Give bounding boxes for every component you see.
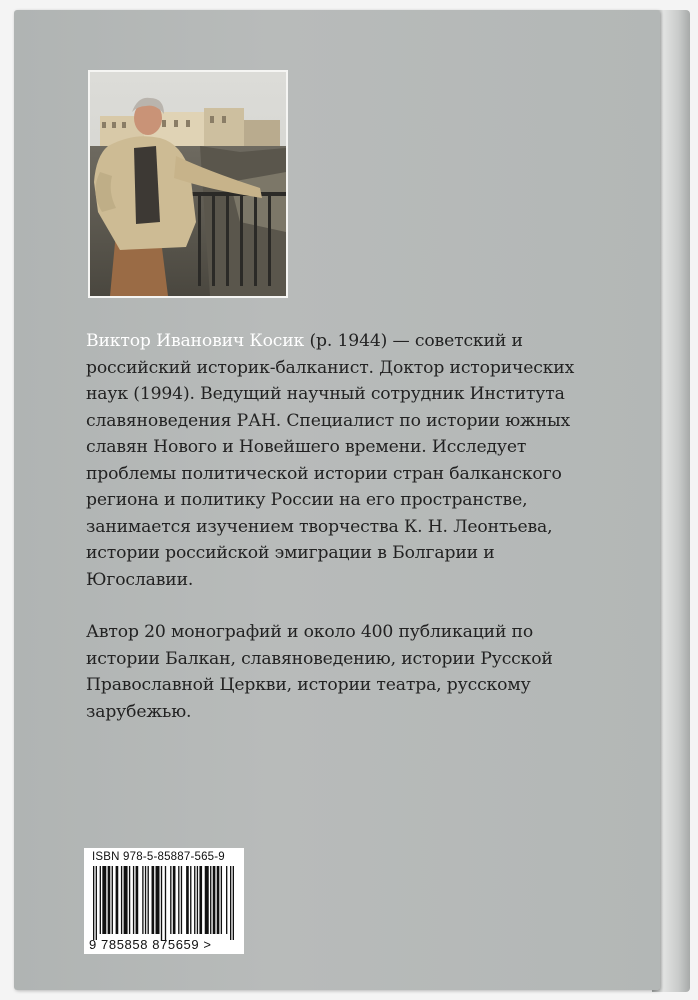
barcode-bar — [181, 866, 182, 934]
works-paragraph — [86, 619, 626, 725]
barcode-bar — [210, 866, 211, 934]
works-line: зарубежью. — [86, 701, 192, 722]
barcode-bar — [186, 866, 189, 934]
bio-line: истории российской эмиграции в Болгарии и — [86, 543, 495, 563]
barcode-bar — [233, 866, 234, 940]
bio-line: российский историк-балканист. Доктор исторических — [86, 357, 575, 378]
barcode-bars — [92, 866, 235, 940]
barcode-bar — [136, 866, 139, 934]
barcode-bar — [108, 866, 111, 934]
barcode-bar — [121, 866, 122, 934]
barcode-bar — [213, 866, 216, 934]
bio-line: занимается изучением творчества К. Н. Леонтьева, — [86, 516, 553, 537]
works-line: Автор 20 монографий и около 400 публикаций по — [86, 622, 534, 642]
author-biography — [86, 328, 626, 725]
barcode-bar — [112, 866, 113, 934]
author-photo — [90, 72, 286, 296]
barcode-bar — [226, 866, 227, 934]
barcode-bar — [124, 866, 128, 934]
barcode-digits: 9 785858 875659 > — [89, 937, 212, 952]
isbn-text: ISBN 978-5-85887-565-9 — [92, 851, 225, 863]
barcode-bar — [96, 866, 97, 940]
bio-line: региона и политику России на его пространстве, — [86, 490, 528, 510]
bio-line: (р. 1944) — советский и — [304, 331, 523, 351]
barcode-bar — [129, 866, 130, 934]
barcode-bar — [142, 866, 143, 934]
barcode-bar — [178, 866, 179, 934]
barcode-bar — [156, 866, 160, 934]
barcode-bar — [190, 866, 191, 934]
barcode-bar — [148, 866, 149, 934]
barcode-bar — [93, 866, 94, 940]
works-line: истории Балкан, славяноведению, истории Русской — [86, 648, 553, 669]
bio-line: проблемы политической истории стран балканского — [86, 463, 562, 484]
bio-line: Югославии. — [86, 569, 194, 590]
bio-paragraph — [86, 328, 626, 593]
barcode-bar — [170, 866, 171, 934]
barcode-bar — [161, 866, 162, 940]
barcode-bar — [230, 866, 231, 940]
barcode-bar — [102, 866, 106, 934]
bio-line: славян Нового и Новейшего времени. Исследует — [86, 437, 527, 457]
barcode-bar — [145, 866, 146, 934]
barcode-bar — [197, 866, 198, 934]
barcode-bar — [100, 866, 101, 934]
barcode-bar — [173, 866, 176, 934]
works-line: Православной Церкви, истории театра, русскому — [86, 675, 531, 695]
bio-line: славяноведения РАН. Специалист по истории южных — [86, 410, 571, 431]
barcode-bar — [217, 866, 220, 934]
barcode-bar — [221, 866, 222, 934]
barcode-bar — [199, 866, 202, 934]
barcode-bar — [165, 866, 166, 940]
bio-line: наук (1994). Ведущий научный сотрудник Института — [86, 384, 565, 404]
barcode-bar — [205, 866, 209, 934]
barcode-bar — [133, 866, 134, 934]
barcode-bar — [152, 866, 155, 934]
author-name: Виктор Иванович Косик — [86, 331, 305, 351]
barcode-bar — [116, 866, 119, 934]
barcode-bar — [194, 866, 195, 934]
